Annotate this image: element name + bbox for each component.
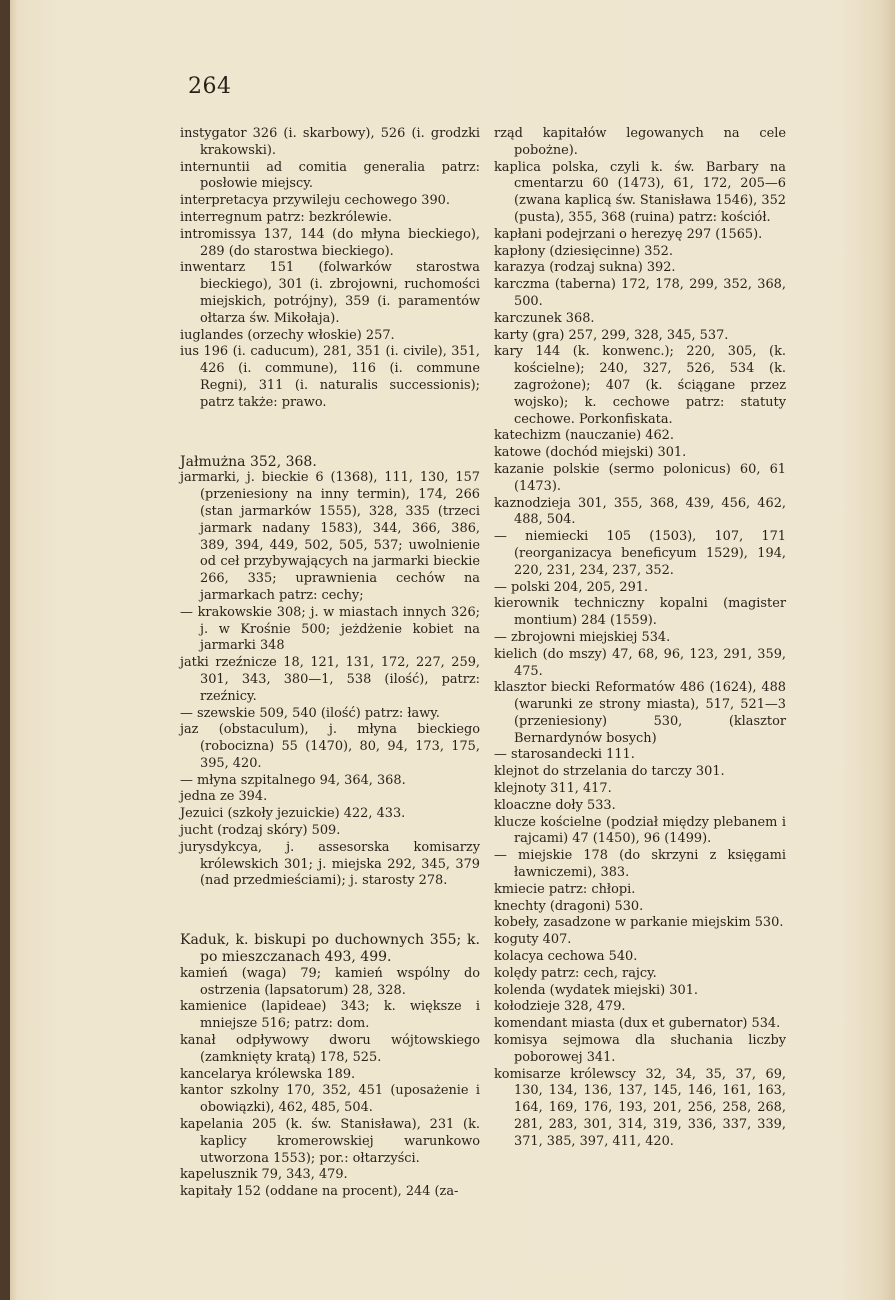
index-entry: komisarze królewscy 32, 34, 35, 37, 69, 130, 134, 136, 137, 145, 146, 161, 163, 164, 169, 176, 193, 201, 256, 258, 268, 281, 283, 301, 314, 319, 336, 337, 339, 371, 385, 397, 411, 420. [494, 1066, 786, 1149]
index-entry: — zbrojowni miejskiej 534. [494, 629, 671, 645]
index-entry: — miejskie 178 (do skrzyni z księgami ławniczemi), 383. [494, 848, 786, 881]
index-entry: kamień (waga) 79; kamień wspólny do ostrzenia (lapsatorum) 28, 328. [180, 965, 480, 998]
index-entry: — młyna szpitalnego 94, 364, 368. [180, 772, 406, 788]
index-entry: inwentarz 151 (folwarków starostwa bieckiego), 301 (i. zbrojowni, ruchomości miejskich, potrójny), 359 (i. paramentów ołtarza św. Mikołaja). [180, 260, 480, 326]
index-entry: kantor szkolny 170, 352, 451 (uposażenie i obowiązki), 462, 485, 504. [180, 1083, 480, 1116]
index-entry: kazanie polskie (sermo polonicus) 60, 61 (1473). [494, 461, 786, 494]
index-entry: kapitały 152 (oddane na procent), 244 (za- [180, 1184, 459, 1200]
index-entry: kobeły, zasadzone w parkanie miejskim 530. [494, 915, 784, 931]
index-entry: interpretacya przywileju cechowego 390. [180, 193, 450, 209]
index-entry: klucze kościelne (podział między plebanem i rajcami) 47 (1450), 96 (1499). [494, 814, 786, 847]
index-entry: kolędy patrz: cech, rajcy. [494, 965, 657, 981]
index-entry: katowe (dochód miejski) 301. [494, 445, 687, 461]
index-entry: knechty (dragoni) 530. [494, 898, 644, 914]
index-entry: kapłony (dziesięcinne) 352. [494, 243, 673, 259]
index-entry: rząd kapitałów legowanych na cele pobożne). [494, 126, 786, 158]
index-entry: komendant miasta (dux et gubernator) 534. [494, 1016, 781, 1032]
index-entry: kielich (do mszy) 47, 68, 96, 123, 291, 359, 475. [494, 646, 786, 679]
index-entry: kapelusznik 79, 343, 479. [180, 1167, 348, 1183]
index-entry: klasztor biecki Reformatów 486 (1624), 488 (warunki ze strony miasta), 517, 521—3 (przeniesiony) 530, (klasztor Bernardynów bosych) [494, 680, 786, 746]
index-entry: karazya (rodzaj sukna) 392. [494, 260, 676, 276]
section-gap [180, 890, 480, 932]
index-entry: — szewskie 509, 540 (ilość) patrz: ławy. [180, 705, 440, 721]
right-column [494, 126, 786, 1151]
index-entry: kolenda (wydatek miejski) 301. [494, 982, 699, 998]
index-entry: jaz (obstaculum), j. młyna bieckiego (robocizna) 55 (1470), 80, 94, 173, 175, 395, 420. [180, 722, 480, 771]
index-entry: karty (gra) 257, 299, 328, 345, 537. [494, 327, 729, 343]
index-entry: klejnot do strzelania do tarczy 301. [494, 764, 725, 780]
index-entry: komisya sejmowa dla słuchania liczby poborowej 341. [494, 1033, 786, 1065]
index-entry: interregnum patrz: bezkrólewie. [180, 209, 392, 225]
index-entry: kołodzieje 328, 479. [494, 999, 626, 1015]
index-entry: kancelarya królewska 189. [180, 1066, 356, 1082]
index-entry: iuglandes (orzechy włoskie) 257. [180, 327, 395, 343]
index-entry: jedna ze 394. [180, 789, 268, 805]
index-entry: karczma (taberna) 172, 178, 299, 352, 368, 500. [494, 277, 786, 309]
index-entry: jurysdykcya, j. assesorska komisarzy królewskich 301; j. miejska 292, 345, 379 (nad przedmieściami); j. starosty 278. [180, 839, 480, 889]
page-number: 264 [188, 74, 232, 99]
index-entry: Jezuici (szkoły jezuickie) 422, 433. [180, 806, 406, 822]
index-entry: kanał odpływowy dworu wójtowskiego (zamknięty kratą) 178, 525. [180, 1033, 480, 1065]
index-entry: kolacya cechowa 540. [494, 949, 638, 965]
index-entry: — niemiecki 105 (1503), 107, 171 (reorganizacya beneficyum 1529), 194, 220, 231, 234, 237, 352. [494, 529, 786, 578]
index-entry: kapelania 205 (k. św. Stanisława), 231 (k. kaplicy kromerowskiej warunkowo utworzona 1553); por.: ołtarzyści. [180, 1117, 480, 1166]
index-entry: kloaczne doły 533. [494, 797, 616, 813]
index-entry: kmiecie patrz: chłopi. [494, 881, 636, 897]
index-entry: kaznodzieja 301, 355, 368, 439, 456, 462, 488, 504. [494, 495, 786, 528]
index-entry: katechizm (nauczanie) 462. [494, 428, 674, 444]
index-entry: — starosandecki 111. [494, 747, 635, 763]
index-entry: ius 196 (i. caducum), 281, 351 (i. civile), 351, 426 (i. commune), 116 (i. commune Regni), 311 (i. naturalis successionis); patrz także: prawo. [180, 344, 480, 410]
index-entry: kamienice (lapideae) 343; k. większe i mniejsze 516; patrz: dom. [180, 999, 480, 1032]
index-entry: instygator 326 (i. skarbowy), 526 (i. grodzki krakowski). [180, 126, 480, 158]
index-entry: klejnoty 311, 417. [494, 781, 612, 797]
index-entry: — polski 204, 205, 291. [494, 579, 649, 595]
index-entry: — krakowskie 308; j. w miastach innych 326; j. w Krośnie 500; jeżdżenie kobiet na jarmarki 348 [180, 604, 480, 654]
index-entry: jucht (rodzaj skóry) 509. [180, 823, 341, 839]
index-entry: kaplica polska, czyli k. św. Barbary na cmentarzu 60 (1473), 61, 172, 205—6 (zwana kaplicą św. Stanisława 1546), 352 (pusta), 355, 368 (ruina) patrz: kościół. [494, 159, 786, 225]
index-entry: Jałmużna 352, 368. [180, 453, 317, 470]
index-entry: intromissya 137, 144 (do młyna bieckiego), 289 (do starostwa bieckiego). [180, 226, 480, 259]
index-entry: kierownik techniczny kopalni (magister montium) 284 (1559). [494, 596, 786, 629]
index-entry: jatki rzeźnicze 18, 121, 131, 172, 227, 259, 301, 343, 380—1, 538 (ilość), patrz: rzeźnicy. [180, 655, 480, 704]
section-gap [180, 412, 480, 454]
index-entry: koguty 407. [494, 932, 572, 948]
index-entry: kapłani podejrzani o herezyę 297 (1565). [494, 226, 763, 242]
index-entry: Kaduk, k. biskupi po duchownych 355; k. po mieszczanach 493, 499. [180, 932, 480, 966]
index-entry: jarmarki, j. bieckie 6 (1368), 111, 130, 157 (przeniesiony na inny termin), 174, 266 (stan jarmarków 1555), 328, 335 (trzeci jarmark nadany 1583), 344, 366, 386, 389, 394, 449, 502, 505, 537; uwolnienie od ceł przybywających na jarmarki bieckie 266, 335; uprawnienia cechów na jarmarkach patrz: cechy; [180, 470, 480, 603]
index-entry: internuntii ad comitia generalia patrz: posłowie miejscy. [180, 159, 480, 192]
index-entry: kary 144 (k. konwenc.); 220, 305, (k. kościelne); 240, 327, 526, 534 (k. zagrożone); 407 (k. ściągane przez wojsko); k. cechowe patrz: statuty cechowe. Porkonfiskata. [494, 344, 786, 427]
index-entry: karczunek 368. [494, 310, 595, 326]
book-spine [0, 0, 10, 1300]
left-column [180, 126, 480, 1201]
